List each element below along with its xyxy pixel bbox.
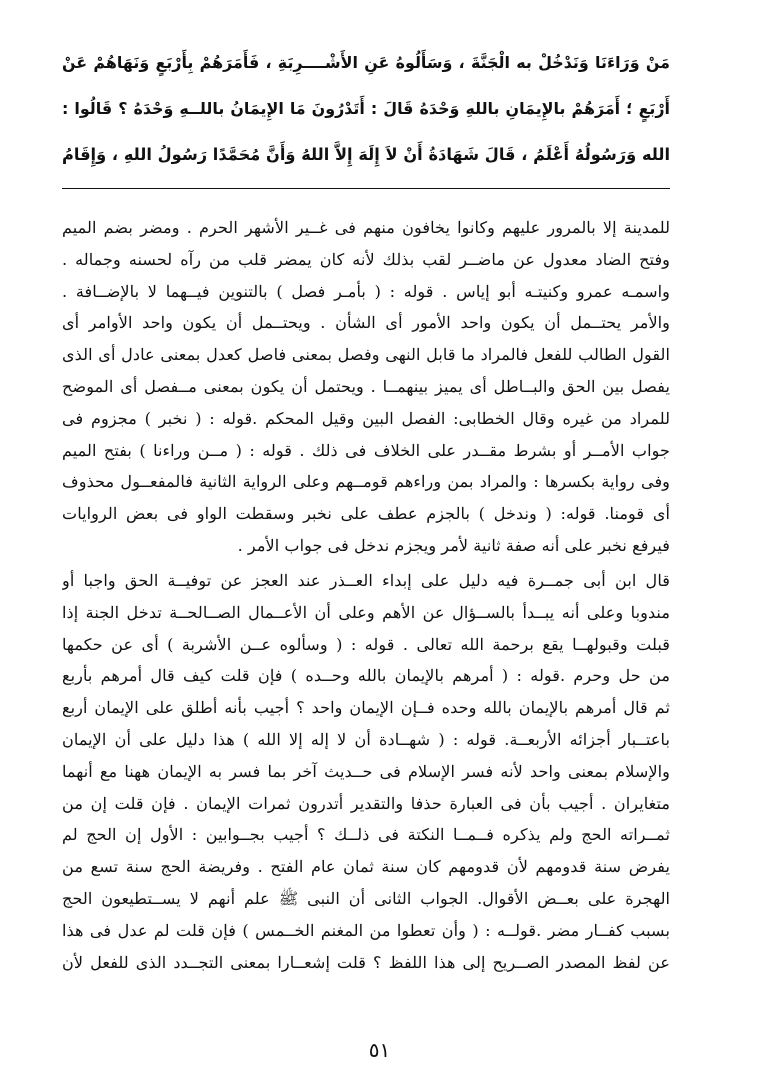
commentary-line: القول الطالب للفعل فالمراد ما قابل النهى وفصل بمعنى فاصل كعدل بمعنى عادل أى الذى [62,345,670,365]
commentary-line: للمدينة إلا بالمرور عليهم وكانوا يخافون منهم فى غــير الأشهر الحرم . ومضر بضم الميم [62,218,670,237]
commentary-line: قبلت وقبولهــا يقع برحمة الله تعالى . قوله : ( وسألوه عــن الأشربة ) أى عن حكمها [62,634,670,654]
commentary-line: والإسلام بمعنى واحد لأنه فسر الإسلام فى حــديث آخر بما فسر به الإيمان ههنا مع أنهما [62,761,670,781]
commentary-line: والأمر يحتــمل أن يكون واحد الأمور أى الشأن . ويحتــمل أن يكون واحد الأوامر أى [62,313,670,333]
commentary-line: فيرفع نخبر على أنه صفة ثانية لأمر ويجزم ندخل فى جواب الأمر . [237,535,670,555]
commentary-line: يفرض سنة قدومهم لأن قدومهم كان سنة ثمان عام الفتح . وفريضة الحج سنة تسع من [62,857,670,877]
separator-rule [62,188,670,189]
commentary-line: قال ابن أبى جمــرة فيه دليل على إبداء العــذر عند العجز عن توفيــة الحق واجبا أو [62,571,670,590]
commentary-paragraph-2 [62,565,670,978]
commentary-line: أى قومنا. قوله: ( وندخل ) بالجزم عطف على نخبر وسقطت الواو فى بعض الروايات [62,504,670,524]
commentary-line: وفى رواية بكسرها : والمراد بمن وراءهم قومــهم وعلى الرواية الثانية فالمفعــول محذوف [62,472,670,492]
commentary-line: ثم قال أمرهم بالإيمان بالله وحده فــإن الإيمان واحد ؟ أجيب بأنه أطلق على الإيمان أربع [62,698,670,718]
commentary-line: الهجرة على بعــض الأقوال. الجواب الثانى أن النبى ﷺ علم أنهم لا يســتطيعون الحج [62,888,670,908]
commentary-line: متغايران . أجيب بأن فى العبارة حذفا والتقدير أتدرون ثمرات الإيمان . فإن قلت إن من [62,793,670,813]
hadith-line: الله وَرَسُولُهُ أَعْلَمُ ، قَالَ شَهَادَةُ أَنْ لاَ إِلَهَ إِلاَّ اللهُ وَأَنَّ مُحَمَّدًا رَسُولُ اللهِ ، وَإِقَامُ [62,145,670,164]
commentary-line: وفتح الضاد معدول عن ماضــر لقب بذلك لأنه كان يمضر قلب من رآه لحسنه وجماله . [62,249,670,269]
hadith-text [62,40,670,178]
commentary-line: للمراد من غيره وقال الخطابى: الفصل البين وقيل المحكم .قوله : ( نخبر ) مجزوم فى [62,408,670,428]
commentary-line: مندوبا وعلى أنه يبــدأ بالســؤال عن الأهم وعلى أن الأعــمال الصــالحــة تدخل الجنة إذا [62,602,670,622]
commentary-line: بسبب كفــار مضر .قولــه : ( وأن تعطوا من المغنم الخــمس ) فإن قلت لم عدل فى هذا [62,920,670,940]
commentary-line: باعتــبار أجزائه الأربعــة. قوله : ( شهــادة أن لا إله إلا الله ) هذا دليل على أن الإيمان [62,729,670,749]
commentary-line: جواب الأمــر أو بشرط مقــدر على الخلاف فى ذلك . قوله : ( مــن وراءنا ) بفتح الميم [62,440,670,460]
hadith-line: أَرْبَعٍ ؛ أَمَرَهُمْ بالإِيمَانِ باللهِ وَحْدَهُ قَالَ : أَتَدْرُونَ مَا الإِيمَانُ باللــهِ وَحْدَهُ ؟ قَالُوا : [62,99,670,118]
hadith-line: مَنْ وَرَاءَنَا وَنَدْخُلْ به الْجَنَّةَ ، وَسَأَلُوهُ عَنِ الأَشْــــرِبَةِ ، فَأَمَرَهُمْ بِأَرْبَعٍ وَنَهَاهُمْ عَنْ [62,53,670,72]
commentary-line: واسمـه عمرو وكنيتـه أبو إياس . قوله : ( بأمـر فصل ) بالتنوين فيــهما لا بالإضــافة . [62,281,670,301]
commentary-line: يفصل بين الحق والبــاطل أى يميز بينهمــا . ويحتمل أن يكون بمعنى مــفصل أى الموضح [62,376,670,396]
commentary-paragraph-1 [62,212,670,562]
commentary-line: عن لفظ المصدر الصــريح إلى هذا اللفظ ؟ قلت إشعــارا بمعنى التجــدد الذى للفعل لأن [62,952,670,972]
page-number: ٥١ [368,1038,391,1062]
commentary-line: من حل وحرم .قوله : ( أمرهم بالإيمان بالله وحــده ) فإن قلت كيف قال أمرهم بأربع [62,666,670,686]
commentary-line: ثمــراته الحج ولم يذكره فــمــا النكتة فى ذلــك ؟ أجيب بجــوابين : الأول إن الحج لم [62,825,670,845]
